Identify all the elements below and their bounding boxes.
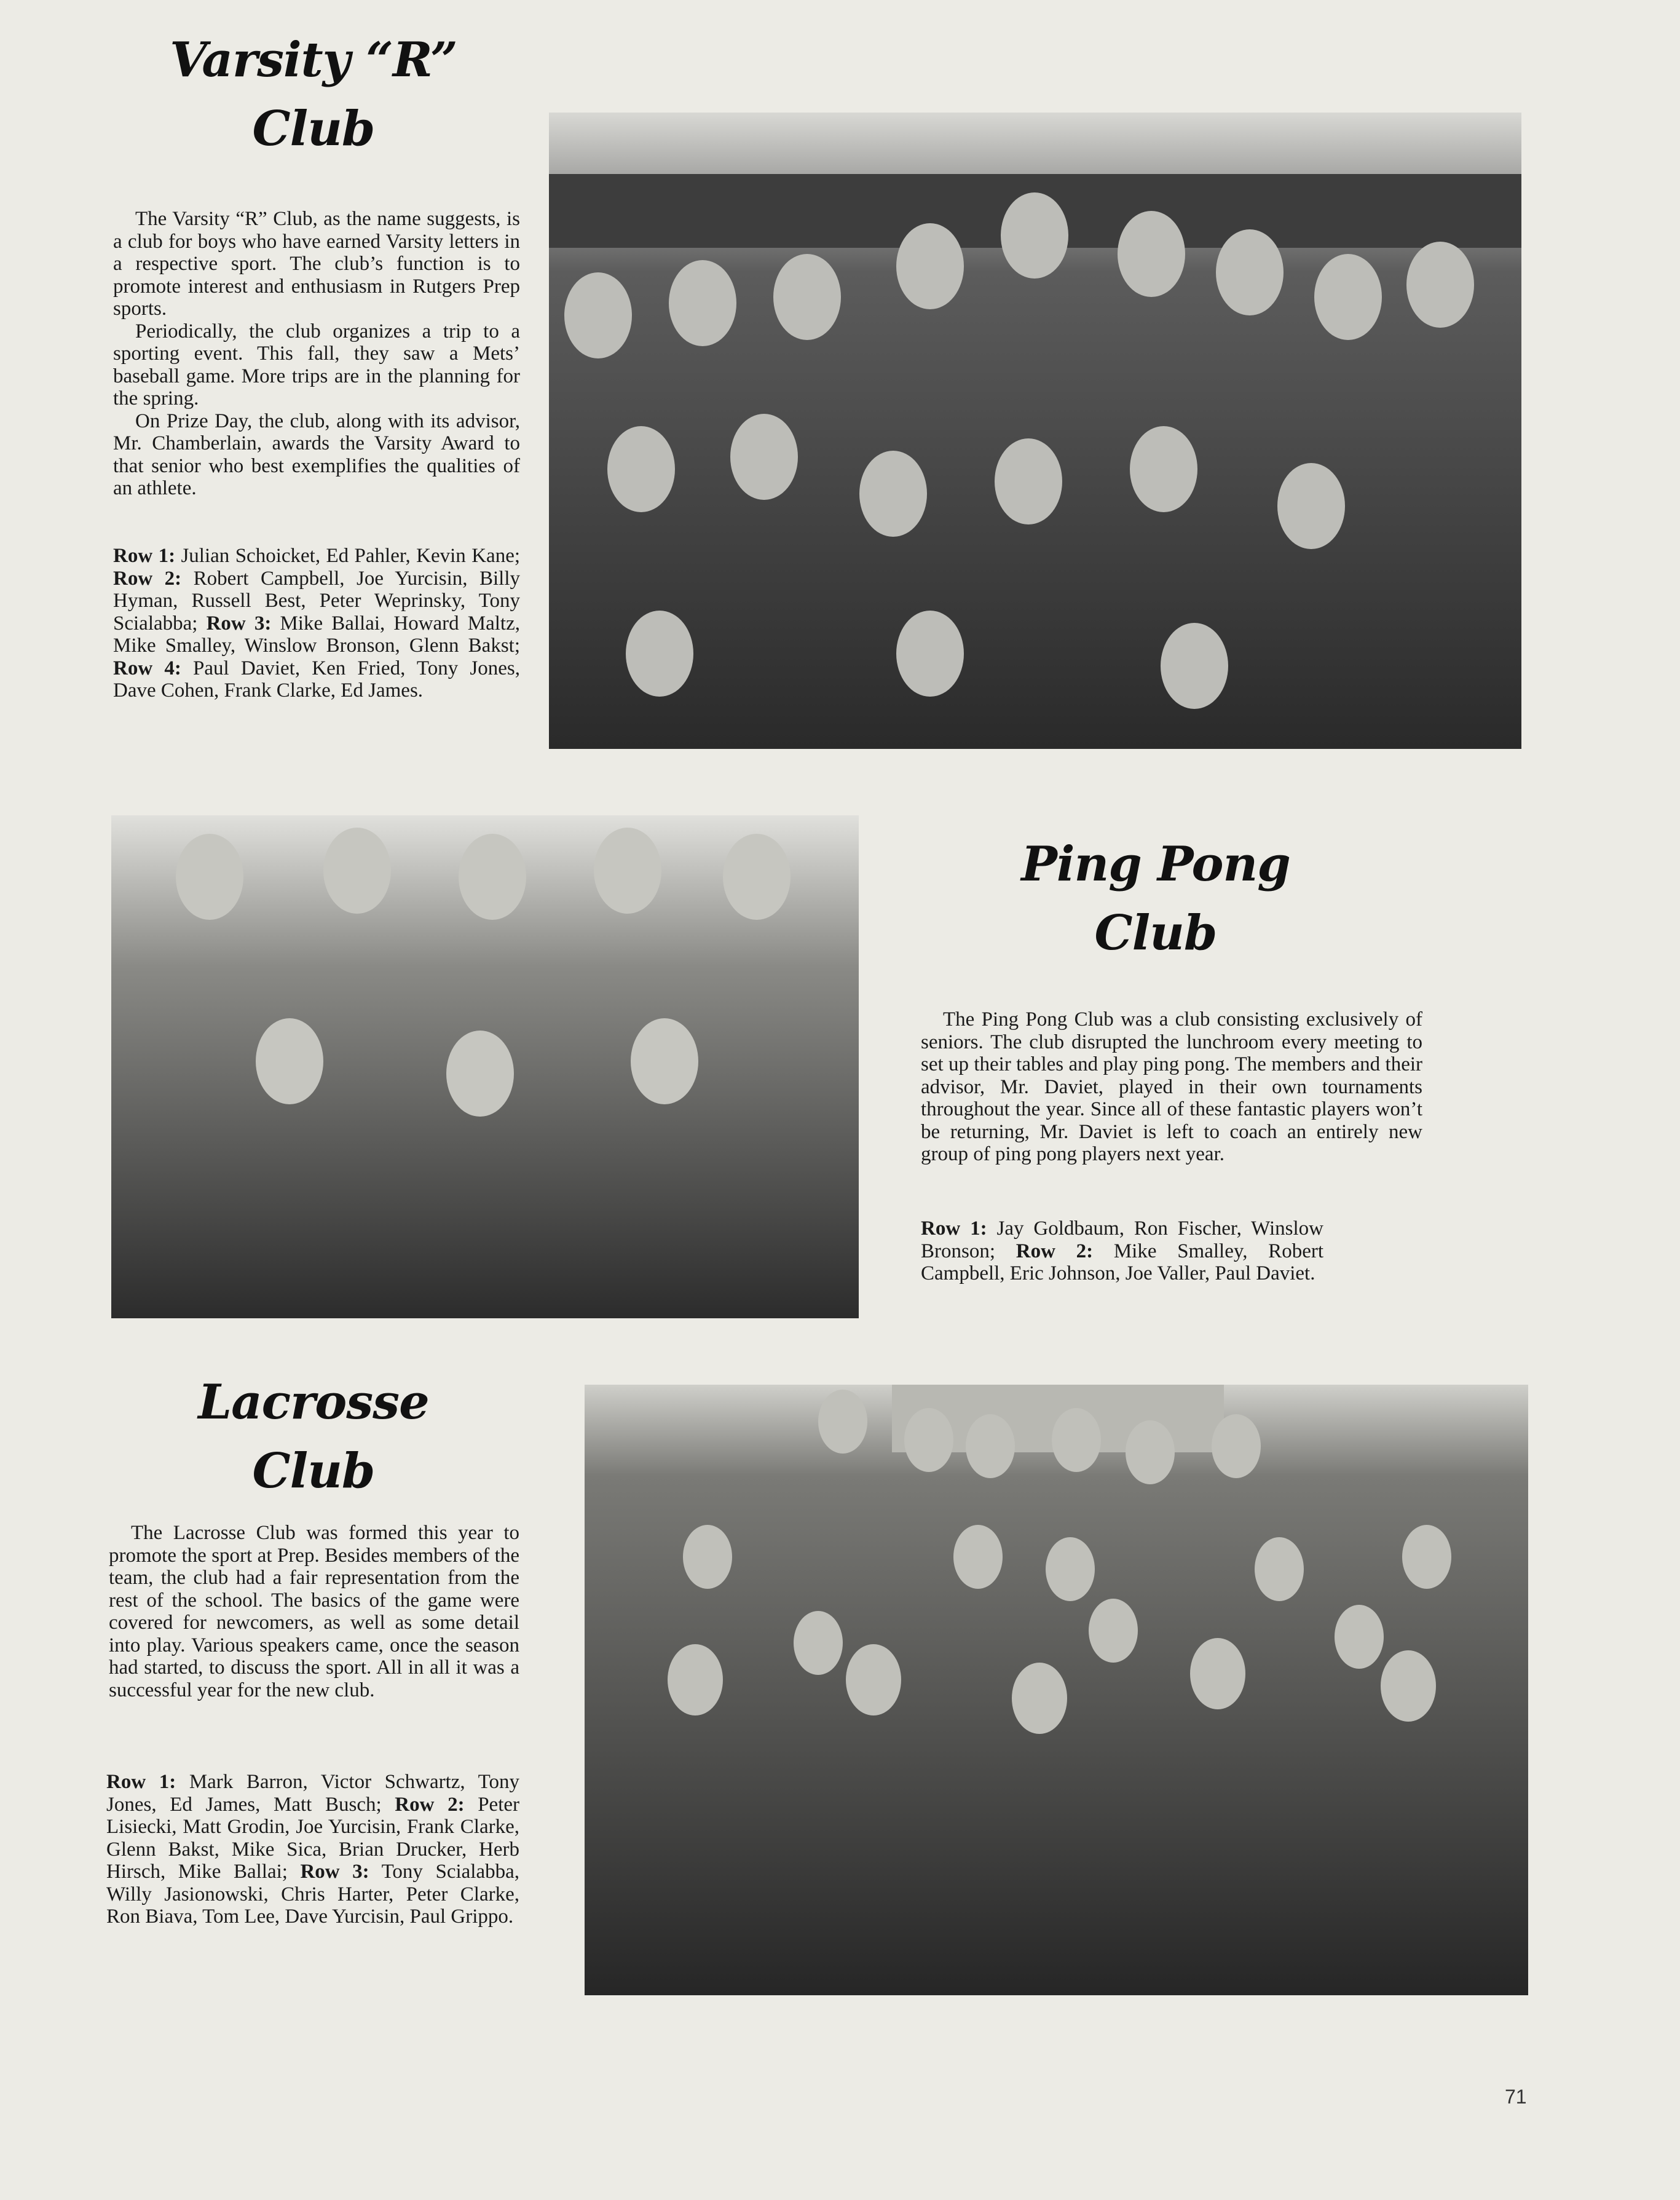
page-number: 71 xyxy=(1505,2086,1527,2108)
roster-row-label: Row 1: xyxy=(106,1771,176,1793)
ping-pong-club-roster xyxy=(921,1217,1323,1285)
ping-pong-club-paragraph: The Ping Pong Club was a club consisting exclusively of seniors. The club disrupted the lunchroom every meeting to set up their tables and play ping pong. The members and their advisor, Mr. Daviet, played in their own tournaments throughout the year. Since all of these fantastic players won’t be returning, Mr. Daviet is left to coach an entirely new group of ping pong players next year. xyxy=(921,1008,1422,1165)
ping-pong-club-title xyxy=(934,830,1377,968)
roster-row-label: Row 3: xyxy=(300,1861,369,1883)
varsity-club-description xyxy=(113,208,520,500)
roster-row-names: Robert Campbell, Joe Yurcisin, Billy Hyman, Russell Best, Peter Weprinsky, Tony Scialabba; xyxy=(113,567,521,635)
roster-row-label: Row 2: xyxy=(395,1793,465,1816)
roster-row-names: Peter Lisiecki, Matt Grodin, Joe Yurcisin, Frank Clarke, Glenn Bakst, Mike Sica, Brian Drucker, Herb Hirsch, Mike Ballai; xyxy=(106,1793,520,1883)
lacrosse-club-title-line2: Club xyxy=(252,1443,375,1499)
roster-row-label: Row 2: xyxy=(1015,1240,1094,1262)
roster-row-label: Row 1: xyxy=(921,1217,987,1240)
varsity-club-paragraph: Periodically, the club organizes a trip to a sporting event. This fall, they saw a Mets’ baseball game. More trips are in the planning for the spring. xyxy=(113,320,520,410)
roster-row-names: Mike Smalley, Robert Campbell, Eric Johnson, Joe Valler, Paul Daviet. xyxy=(921,1240,1323,1284)
lacrosse-club-title-line1: Lacrosse xyxy=(198,1374,429,1430)
lacrosse-club-roster xyxy=(106,1771,519,1928)
roster-row-label: Row 1: xyxy=(113,545,176,567)
ping-pong-club-group-photo xyxy=(111,815,859,1318)
roster-row-names: Paul Daviet, Ken Fried, Tony Jones, Dave Cohen, Frank Clarke, Ed James. xyxy=(113,657,521,702)
varsity-club-roster xyxy=(113,545,520,702)
varsity-club-title xyxy=(92,26,535,164)
roster-row-label: Row 4: xyxy=(113,657,181,679)
ping-pong-club-description xyxy=(921,1008,1422,1166)
varsity-club-group-photo xyxy=(549,113,1521,749)
varsity-club-paragraph: On Prize Day, the club, along with its advisor, Mr. Chamberlain, awards the Varsity Award to that senior who best exemplifies the qualities of an athlete. xyxy=(113,410,520,499)
roster-row-names: Julian Schoicket, Ed Pahler, Kevin Kane; xyxy=(181,545,521,567)
roster-row-names: Jay Goldbaum, Ron Fischer, Winslow Bronson; xyxy=(921,1217,1324,1262)
roster-row-names: Tony Scialabba, Willy Jasionowski, Chris Harter, Peter Clarke, Ron Biava, Tom Lee, Dave Yurcisin, Paul Grippo. xyxy=(106,1861,519,1928)
roster-row-label: Row 2: xyxy=(113,567,182,590)
lacrosse-club-title xyxy=(92,1368,535,1506)
lacrosse-club-description xyxy=(109,1522,519,1701)
ping-pong-club-title-line2: Club xyxy=(1094,905,1217,961)
ping-pong-club-title-line1: Ping Pong xyxy=(1021,836,1290,892)
varsity-club-title-line1: Varsity “R” xyxy=(170,32,457,88)
varsity-club-paragraph: The Varsity “R” Club, as the name suggests, is a club for boys who have earned Varsity letters in a respective sport. The club’s function is to promote interest and enthusiasm in Rutgers Prep sports. xyxy=(113,208,520,320)
roster-row-label: Row 3: xyxy=(206,612,272,635)
lacrosse-club-paragraph: The Lacrosse Club was formed this year to promote the sport at Prep. Besides members of the team, the club had a fair representation from the rest of the school. The basics of the game were covered for newcomers, as well as some detail into play. Various speakers came, once the season had started, to discuss the sport. All in all it was a successful year for the new club. xyxy=(109,1522,519,1701)
roster-row-names: Mark Barron, Victor Schwartz, Tony Jones, Ed James, Matt Busch; xyxy=(106,1771,519,1816)
lacrosse-club-group-photo xyxy=(585,1385,1528,1995)
varsity-club-title-line2: Club xyxy=(252,101,375,157)
roster-row-names: Mike Ballai, Howard Maltz, Mike Smalley, Winslow Bronson, Glenn Bakst; xyxy=(113,612,520,657)
